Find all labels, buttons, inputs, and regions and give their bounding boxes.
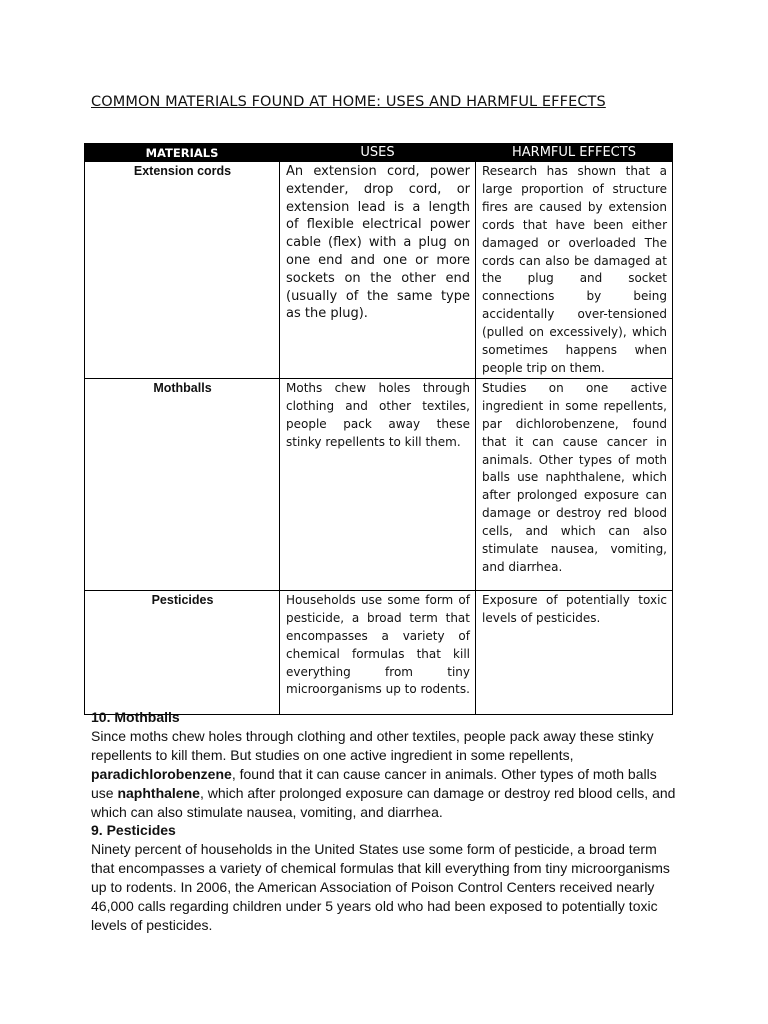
pesticides-section bbox=[91, 821, 681, 935]
section-body-mothballs bbox=[91, 727, 681, 822]
section-heading-mothballs: 10. Mothballs bbox=[91, 709, 180, 725]
body-text: , which after prolonged exposure can damage or destroy red blood cells, and which can also stimulate nausea, vomiting, and diarrhea. bbox=[91, 785, 676, 820]
table-row bbox=[85, 378, 673, 590]
table-row bbox=[85, 162, 673, 379]
body-text: , found that it can cause cancer in animals. Other types of moth balls use bbox=[91, 766, 657, 801]
page-title: COMMON MATERIALS FOUND AT HOME: USES AND HARMFUL EFFECTS bbox=[91, 94, 606, 110]
material-harmful-effects: Exposure of potentially toxic levels of pesticides. bbox=[476, 590, 673, 714]
material-harmful-effects: Studies on one active ingredient in some repellents, par dichlorobenzene, found that it can cause cancer in animals. Other types of moth balls use naphthalene, which after prolonged exposure can damage or destroy red blood cells, and which can also stimulate nausea, vomiting, and diarrhea. bbox=[476, 378, 673, 590]
bold-term-naphthalene: naphthalene bbox=[117, 785, 200, 801]
material-harmful-effects: Research has shown that a large proportion of structure fires are caused by extension cords that have been either damaged or overloaded The cords can also be damaged at the plug and socket connections by being accidentally over-tensioned (pulled on excessively), which sometimes happens when people trip on them. bbox=[476, 162, 673, 379]
header-uses: USES bbox=[280, 144, 476, 162]
section-body-pesticides: Ninety percent of households in the United States use some form of pesticide, a broad term that encompasses a variety of chemical formulas that kill everything from tiny microorganisms up to rodents. In 2006, the American Association of Poison Control Centers received nearly 46,000 calls regarding children under 5 years old who had been exposed to potentially toxic levels of pesticides. bbox=[91, 841, 670, 933]
material-name: Pesticides bbox=[85, 590, 280, 714]
header-harmful-effects: HARMFUL EFFECTS bbox=[476, 144, 673, 162]
mothballs-section bbox=[91, 708, 681, 822]
materials-table bbox=[84, 143, 673, 715]
body-text: Since moths chew holes through clothing and other textiles, people pack away these stinky repellents to kill them. But studies on one active ingredient in some repellents, bbox=[91, 728, 654, 763]
material-name: Mothballs bbox=[85, 378, 280, 590]
table-header-row bbox=[85, 144, 673, 162]
section-heading-pesticides: 9. Pesticides bbox=[91, 822, 176, 838]
material-name: Extension cords bbox=[85, 162, 280, 379]
header-materials: MATERIALS bbox=[85, 144, 280, 162]
table-row bbox=[85, 590, 673, 714]
material-uses: Households use some form of pesticide, a broad term that encompasses a variety of chemical formulas that kill everything from tiny microorganisms up to rodents. bbox=[280, 590, 476, 714]
bold-term-paradichlorobenzene: paradichlorobenzene bbox=[91, 766, 232, 782]
material-uses: An extension cord, power extender, drop cord, or extension lead is a length of flexible electrical power cable (flex) with a plug on one end and one or more sockets on the other end (usually of the same type as the plug). bbox=[280, 162, 476, 379]
material-uses: Moths chew holes through clothing and other textiles, people pack away these stinky repellents to kill them. bbox=[280, 378, 476, 590]
